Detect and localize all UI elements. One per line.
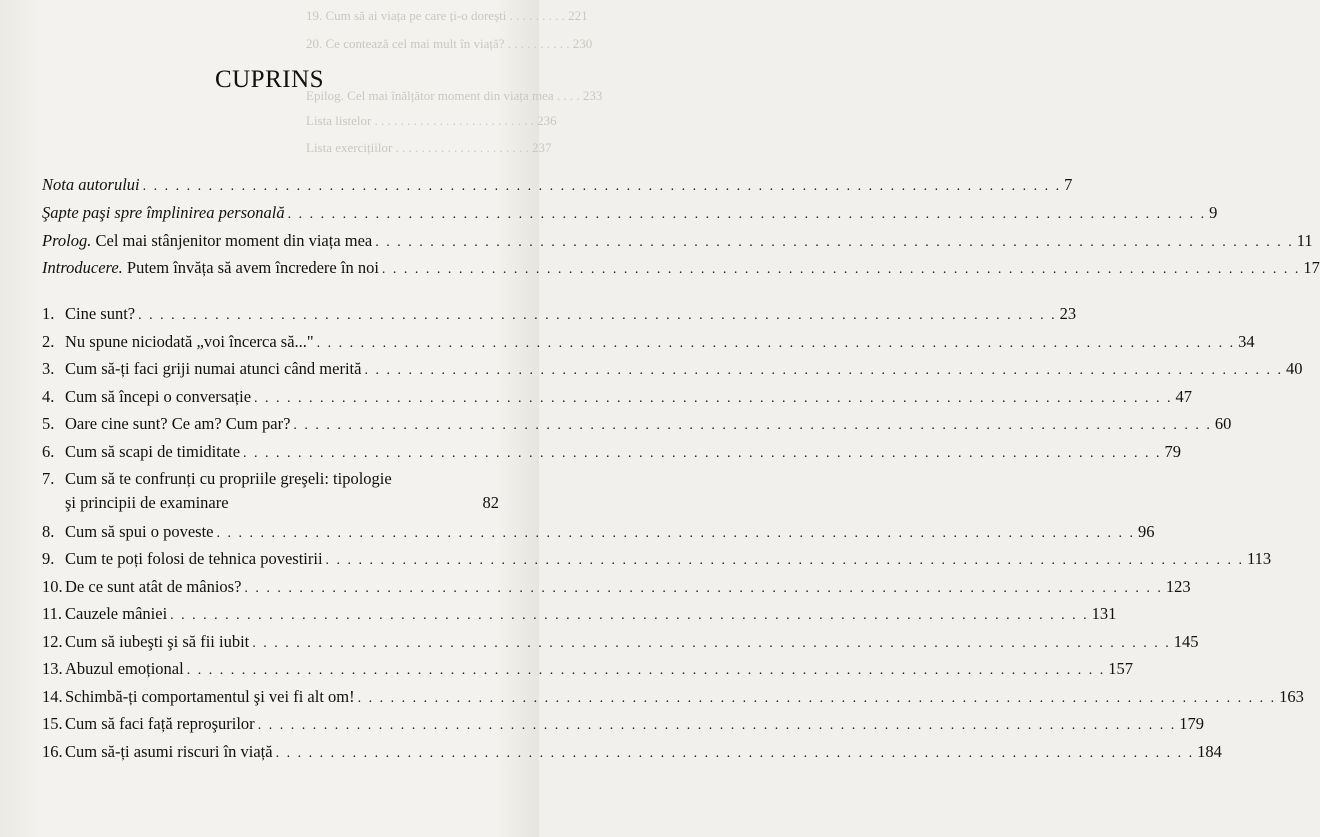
toc-page-number: 47	[1175, 387, 1193, 406]
toc-entry-italic: Introducere.	[42, 258, 123, 277]
dot-leader	[170, 604, 1089, 628]
dot-leader	[382, 258, 1301, 282]
chapter-number: 11.	[42, 604, 63, 623]
chapter-title: Schimbă-ți comportamentul şi vei fi alt om!	[65, 687, 355, 706]
chapter-title: Cum să-ți faci griji numai atunci când merită	[65, 359, 362, 378]
toc-entry	[42, 229, 1313, 253]
toc-page-number: 79	[1164, 442, 1182, 461]
chapter-entry	[42, 547, 1272, 571]
chapter-title: Oare cine sunt? Ce am? Cum par?	[65, 414, 291, 433]
toc-entry-text: Cel mai stânjenitor moment din viața mea	[91, 231, 373, 250]
chapter-number: 13.	[42, 659, 63, 678]
chapter-entry	[42, 685, 1304, 709]
toc-entry	[42, 201, 1218, 225]
chapter-entry	[42, 520, 1155, 544]
chapter-entry	[42, 440, 1182, 464]
chapter-number: 6.	[42, 442, 55, 461]
dot-leader	[326, 549, 1245, 573]
bleed-through-line: Lista exercițiilor . . . . . . . . . . . . . . . . . . . . . 237	[306, 140, 552, 155]
chapter-title: Nu spune niciodată „voi încerca să..."	[65, 332, 314, 351]
toc-page-number: 184	[1197, 742, 1222, 761]
dot-leader	[254, 387, 1173, 411]
toc-entry	[42, 256, 1320, 280]
dot-leader	[375, 231, 1294, 255]
chapter-number: 8.	[42, 522, 55, 541]
dot-leader	[243, 442, 1162, 466]
chapter-number: 14.	[42, 687, 63, 706]
chapter-entry	[42, 412, 1232, 436]
chapter-entry	[42, 385, 1193, 409]
chapter-title: Cum să-ți asumi riscuri în viață	[65, 742, 273, 761]
chapter-number: 3.	[42, 359, 55, 378]
chapter-entry	[42, 575, 1191, 599]
toc-entry-italic: Şapte paşi spre împlinirea personală	[42, 203, 285, 222]
chapter-number: 9.	[42, 549, 55, 568]
chapter-entry	[42, 740, 1222, 764]
toc-page-number: 17	[1303, 258, 1320, 277]
chapter-title: Cum să te confrunți cu propriile greşeli: tipologie	[65, 469, 392, 488]
toc-page-number: 7	[1064, 175, 1073, 194]
dot-leader	[358, 687, 1277, 711]
chapter-title: Cum să începi o conversație	[65, 387, 252, 406]
dot-leader	[364, 359, 1283, 383]
chapter-entry	[42, 602, 1117, 626]
toc-page-number: 23	[1059, 304, 1077, 323]
chapter-number: 7.	[42, 469, 55, 488]
chapter-number: 15.	[42, 714, 63, 733]
chapter-entry	[42, 657, 1133, 681]
chapter-title: Cum să scapi de timiditate	[65, 442, 241, 461]
chapter-number: 12.	[42, 632, 63, 651]
toc-page-number: 131	[1091, 604, 1117, 623]
chapter-title-continued: şi principii de examinare	[65, 493, 229, 512]
chapter-entry	[42, 630, 1199, 654]
toc-page-number: 113	[1247, 549, 1272, 568]
chapter-title: Cum te poți folosi de tehnica povestirii	[65, 549, 323, 568]
chapter-entry	[42, 467, 499, 515]
bleed-through-line: 19. Cum să ai viața pe care ți-o dorești . . . . . . . . . 221	[306, 8, 588, 23]
toc-entry-text: Putem învăța să avem încredere în noi	[122, 258, 379, 277]
chapter-number: 2.	[42, 332, 55, 351]
dot-leader	[143, 175, 1062, 199]
dot-leader	[217, 522, 1136, 546]
toc-page-number: 123	[1165, 577, 1191, 596]
toc-page-number: 82	[482, 493, 499, 512]
chapter-entry	[42, 712, 1204, 736]
toc-page-number: 60	[1214, 414, 1232, 433]
toc-page-number: 11	[1296, 231, 1313, 250]
toc-page-number: 34	[1238, 332, 1255, 351]
toc-page-number: 9	[1209, 203, 1218, 222]
toc-page-number: 157	[1108, 659, 1133, 678]
chapter-entry	[42, 357, 1303, 381]
chapter-title: Cum să spui o poveste	[65, 522, 214, 541]
toc-page-number: 145	[1173, 632, 1199, 651]
chapter-number: 5.	[42, 414, 55, 433]
bleed-through-line: Lista listelor . . . . . . . . . . . . . . . . . . . . . . . . . 236	[306, 113, 557, 128]
dot-leader	[187, 659, 1106, 683]
chapter-number: 16.	[42, 742, 63, 761]
toc-page-number: 163	[1279, 687, 1304, 706]
chapter-number: 10.	[42, 577, 63, 596]
chapter-title: Abuzul emoțional	[65, 659, 184, 678]
chapter-title: De ce sunt atât de mânios?	[65, 577, 242, 596]
dot-leader	[288, 203, 1207, 227]
chapter-entry	[42, 330, 1255, 354]
chapter-title: Cum să faci față reproşurilor	[65, 714, 255, 733]
dot-leader	[244, 577, 1163, 601]
chapter-title: Cum să iubeşti şi să fii iubit	[65, 632, 250, 651]
toc-page-number: 40	[1285, 359, 1303, 378]
bleed-through-line: Epilog. Cel mai înălțător moment din viața mea . . . . 233	[306, 88, 603, 103]
chapter-title: Cine sunt?	[65, 304, 136, 323]
dot-leader	[317, 332, 1236, 356]
bleed-through-line: 20. Ce contează cel mai mult în viață? . . . . . . . . . . 230	[306, 36, 593, 51]
chapter-number: 1.	[42, 304, 55, 323]
toc-entry-italic: Prolog.	[42, 231, 92, 250]
dot-leader	[293, 414, 1212, 438]
page-title: CUPRINS	[214, 66, 325, 93]
dot-leader	[252, 632, 1171, 656]
toc-page-number: 96	[1138, 522, 1155, 541]
dot-leader	[138, 304, 1057, 328]
toc-entry-italic: Nota autorului	[42, 175, 140, 194]
chapter-entry	[42, 302, 1077, 326]
chapter-title: Cauzele mâniei	[65, 604, 168, 623]
chapter-number: 4.	[42, 387, 55, 406]
toc-entry	[42, 173, 1073, 197]
dot-leader	[258, 714, 1177, 738]
toc-page-number: 179	[1179, 714, 1204, 733]
dot-leader	[276, 742, 1195, 766]
